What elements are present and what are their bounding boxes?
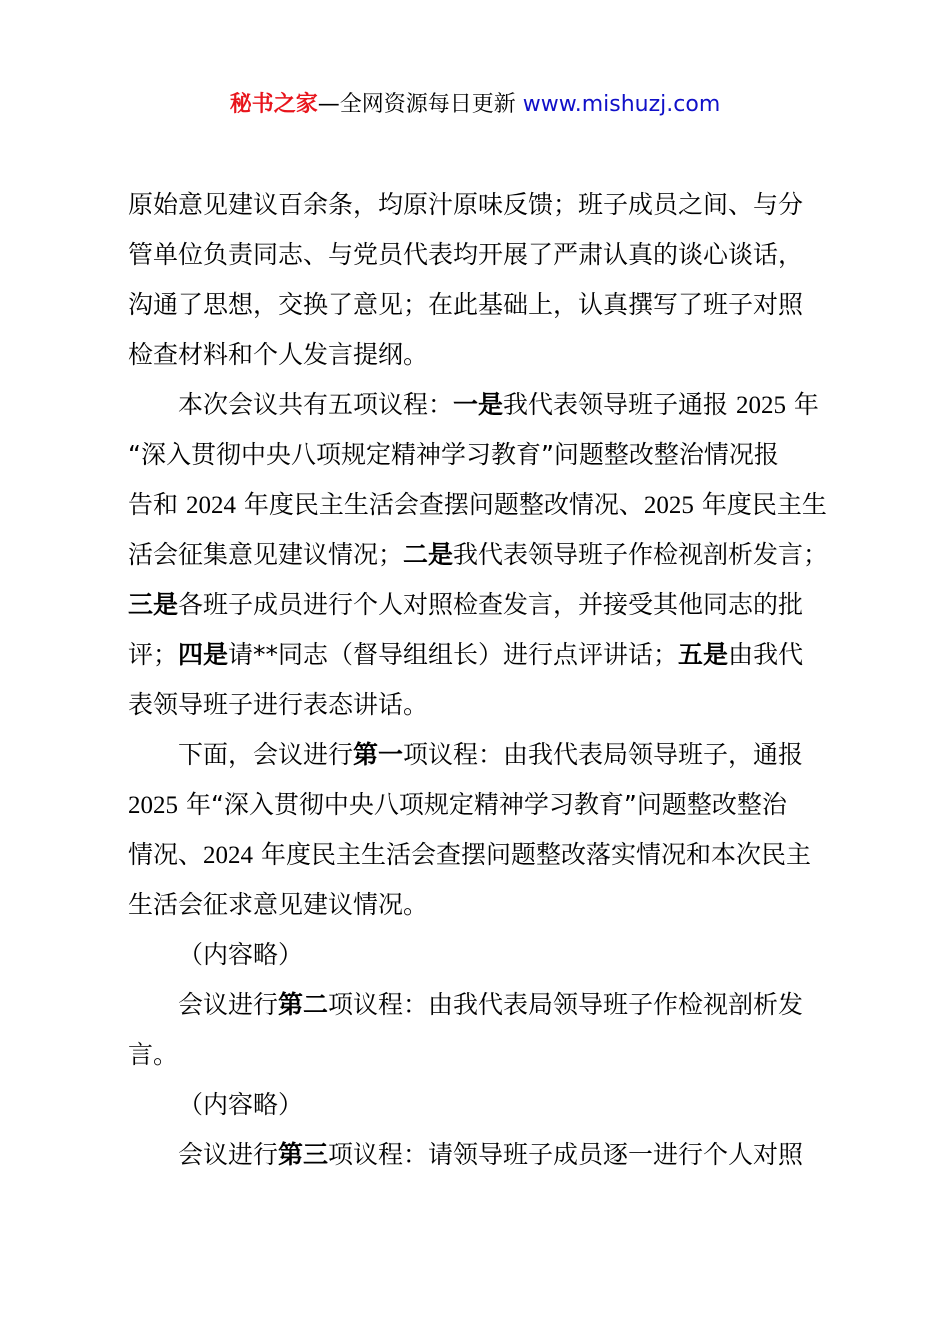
text-line [128, 380, 834, 430]
text-line [128, 780, 834, 830]
bold-run: 第三 [278, 1140, 329, 1169]
text-line: 沟通了思想，交换了意见；在此基础上，认真撰写了班子对照 [128, 290, 804, 319]
text-run: 年 [785, 390, 819, 419]
number-run: 2025 [735, 392, 786, 419]
bold-run: 第一 [353, 740, 404, 769]
text-line [128, 730, 834, 780]
text-run: 评； [128, 640, 179, 669]
text-line [128, 630, 834, 680]
text-line [128, 530, 834, 580]
bold-run: 四是 [178, 640, 229, 669]
header-tagline: —全网资源每日更新 [317, 92, 516, 117]
text-line: 原始意见建议百余条，均原汁原味反馈；班子成员之间、与分 [128, 190, 804, 219]
text-run: 项议程：由我代表局领导班子，通报 [403, 740, 804, 769]
header-url-link[interactable]: www.mishuzj.com [522, 92, 721, 117]
bold-run: 一是 [453, 390, 504, 419]
text-line [128, 580, 834, 630]
text-run: 我代表领导班子作检视剖析发言； [453, 540, 829, 569]
text-line [128, 480, 834, 530]
number-run: 2024 [185, 492, 236, 519]
bold-run: 第二 [278, 990, 329, 1019]
text-run: 我代表领导班子通报 [503, 390, 736, 419]
text-run: 年度民主生活会查摆问题整改情况、 [235, 490, 644, 519]
text-run: 情况、 [128, 840, 204, 869]
text-line: “深入贯彻中央八项规定精神学习教育”问题整改整治情况报 [128, 440, 779, 469]
brand-name: 秘书之家 [229, 92, 318, 117]
page-header [0, 88, 950, 122]
text-run: 请**同志（督导组组长）进行点评讲话； [228, 640, 679, 669]
text-run: 项议程：由我代表局领导班子作检视剖析发 [328, 990, 804, 1019]
text-line [128, 980, 834, 1030]
text-run: 年度民主生活会查摆问题整改落实情况和本次民主 [253, 840, 811, 869]
text-run: 各班子成员进行个人对照检查发言，并接受其他同志的批 [178, 590, 804, 619]
number-run: 2025 [643, 492, 694, 519]
text-run: 活会征集意见建议情况； [128, 540, 404, 569]
text-run: 项议程：请领导班子成员逐一进行个人对照 [328, 1140, 804, 1169]
text-run: 年度民主生 [693, 490, 827, 519]
text-run: 会议进行 [178, 990, 279, 1019]
text-line: （内容略） [178, 940, 304, 969]
text-run: 年“深入贯彻中央八项规定精神学习教育”问题整改整治 [178, 790, 787, 819]
text-line: 言。 [128, 1040, 179, 1069]
number-run: 2024 [203, 842, 254, 869]
text-run: 本次会议共有五项议程： [178, 390, 454, 419]
document-body [128, 180, 834, 1180]
text-line: 管单位负责同志、与党员代表均开展了严肃认真的谈心谈话， [128, 240, 804, 269]
text-line [128, 830, 834, 880]
text-run: 会议进行 [178, 1140, 279, 1169]
text-run: 由我代 [728, 640, 804, 669]
text-run: 告和 [128, 490, 186, 519]
text-line [128, 1130, 834, 1180]
text-line: 表领导班子进行表态讲话。 [128, 690, 429, 719]
text-line: 生活会征求意见建议情况。 [128, 890, 429, 919]
text-line: 检查材料和个人发言提纲。 [128, 340, 429, 369]
text-line: （内容略） [178, 1090, 304, 1119]
bold-run: 三是 [128, 590, 179, 619]
bold-run: 二是 [403, 540, 454, 569]
number-run: 2025 [128, 792, 178, 819]
text-run: 下面，会议进行 [178, 740, 354, 769]
bold-run: 五是 [678, 640, 729, 669]
